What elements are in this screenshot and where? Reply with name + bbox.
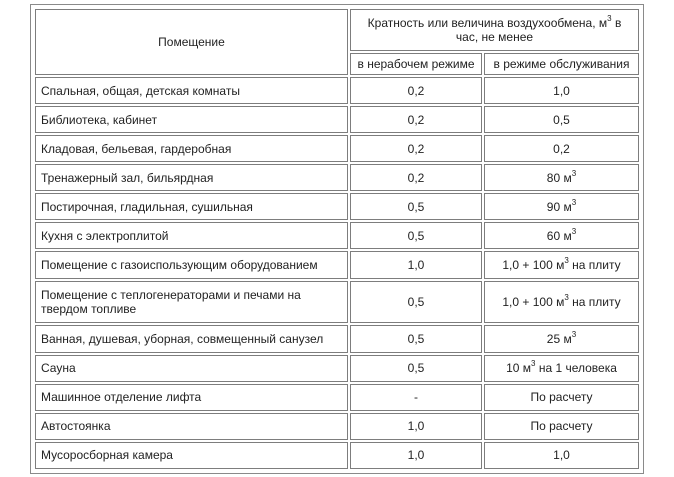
service-rate-cell — [484, 251, 639, 278]
service-rate-sup: 3 — [571, 329, 577, 339]
service-rate-tail: на 1 человека — [535, 361, 617, 376]
idle-rate-cell: 0,5 — [350, 281, 482, 324]
service-rate-cell — [484, 222, 639, 249]
service-rate: 80 м — [546, 170, 572, 185]
service-rate: По расчету — [530, 390, 593, 405]
service-rate-sup: 3 — [571, 168, 577, 178]
idle-rate-cell: 0,2 — [350, 135, 482, 162]
table-row — [35, 222, 639, 249]
header-idle-mode: в нерабочем режиме — [350, 53, 482, 75]
table-row — [35, 442, 639, 469]
table-row — [35, 77, 639, 104]
room-cell: Помещение с теплогенераторами и печами на твердом топливе — [35, 281, 348, 324]
service-rate-cell — [484, 135, 639, 162]
table-row — [35, 413, 639, 440]
service-rate: 1,0 — [553, 83, 570, 98]
room-cell: Кухня с электроплитой — [35, 222, 348, 249]
table-row — [35, 135, 639, 162]
idle-rate-cell: 0,2 — [350, 164, 482, 191]
header-room: Помещение — [35, 9, 348, 75]
room-cell: Библиотека, кабинет — [35, 106, 348, 133]
service-rate-sup: 3 — [531, 359, 536, 369]
service-rate-cell — [484, 77, 639, 104]
idle-rate-cell: 0,5 — [350, 193, 482, 220]
service-rate-cell — [484, 413, 639, 440]
room-cell: Машинное отделение лифта — [35, 384, 348, 411]
service-rate-sup: 3 — [564, 292, 569, 302]
table-row — [35, 164, 639, 191]
service-rate-cell — [484, 193, 639, 220]
idle-rate-cell: 1,0 — [350, 251, 482, 278]
idle-rate-cell: 0,5 — [350, 325, 482, 352]
table-row — [35, 251, 639, 278]
idle-rate-cell: 0,2 — [350, 77, 482, 104]
idle-rate-cell: 1,0 — [350, 413, 482, 440]
table-row — [35, 325, 639, 352]
ventilation-table-frame — [30, 4, 644, 474]
table-row — [35, 281, 639, 324]
room-cell: Автостоянка — [35, 413, 348, 440]
service-rate-cell — [484, 281, 639, 324]
service-rate-sup: 3 — [564, 256, 569, 265]
service-rate-cell — [484, 384, 639, 411]
room-cell: Постирочная, гладильная, сушильная — [35, 193, 348, 220]
room-cell: Помещение с газоиспользующим оборудованием — [35, 251, 348, 278]
header-air-exchange-main: Кратность или величина воздухообмена, м — [367, 16, 608, 30]
room-cell: Ванная, душевая, уборная, совмещенный санузел — [35, 325, 348, 352]
header-air-exchange — [350, 9, 639, 51]
service-rate-sup: 3 — [571, 197, 577, 207]
idle-rate-cell: 0,5 — [350, 355, 482, 382]
room-cell: Сауна — [35, 355, 348, 382]
service-rate: 1,0 — [553, 448, 570, 463]
service-rate: 1,0 + 100 м — [502, 258, 565, 272]
idle-rate-cell: 1,0 — [350, 442, 482, 469]
idle-rate-cell: 0,2 — [350, 106, 482, 133]
service-rate-tail: на плиту — [568, 258, 621, 272]
service-rate: 90 м — [546, 199, 572, 214]
room-cell: Кладовая, бельевая, гардеробная — [35, 135, 348, 162]
table-row — [35, 193, 639, 220]
header-air-exchange-tail: в час, не менее — [455, 16, 622, 44]
service-rate: 10 м — [506, 361, 532, 376]
idle-rate-cell: 0,5 — [350, 222, 482, 249]
ventilation-rates-table — [33, 7, 641, 471]
service-rate-sup: 3 — [571, 226, 577, 236]
room-cell: Спальная, общая, детская комнаты — [35, 77, 348, 104]
service-rate: 1,0 + 100 м — [502, 294, 565, 309]
room-cell: Тренажерный зал, бильярдная — [35, 164, 348, 191]
service-rate-cell — [484, 164, 639, 191]
service-rate-cell — [484, 355, 639, 382]
service-rate: По расчету — [530, 419, 593, 434]
header-service-mode: в режиме обслуживания — [484, 53, 639, 75]
service-rate-cell — [484, 325, 639, 352]
service-rate: 25 м — [546, 331, 572, 346]
service-rate: 0,5 — [553, 112, 570, 127]
service-rate-cell — [484, 106, 639, 133]
table-row — [35, 384, 639, 411]
service-rate-tail: на плиту — [568, 294, 621, 309]
idle-rate-cell: - — [350, 384, 482, 411]
table-row — [35, 355, 639, 382]
service-rate: 60 м — [546, 228, 572, 243]
service-rate-cell — [484, 442, 639, 469]
service-rate: 0,2 — [553, 141, 570, 156]
room-cell: Мусоросборная камера — [35, 442, 348, 469]
header-air-exchange-sup: 3 — [607, 14, 612, 23]
table-row — [35, 106, 639, 133]
